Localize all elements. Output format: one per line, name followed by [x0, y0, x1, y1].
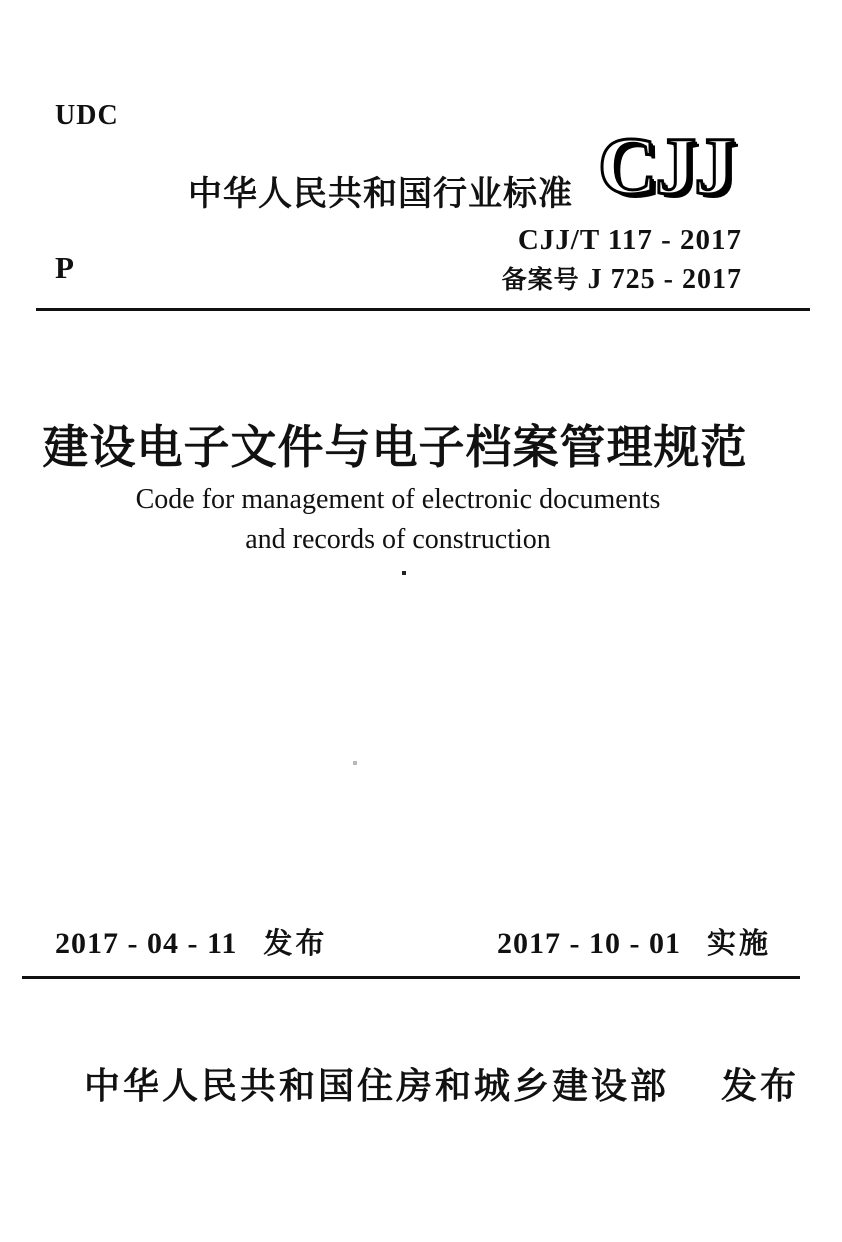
issue-label: 发布: [263, 928, 328, 960]
issue-date-group: [55, 921, 327, 962]
implement-date-group: [497, 921, 771, 962]
implement-date: 2017 - 10 - 01: [497, 927, 681, 960]
issue-date: 2017 - 04 - 11: [55, 927, 238, 960]
page-title-english-line1: Code for management of electronic documents: [135, 484, 661, 515]
page-title-english-line2: and records of construction: [245, 524, 551, 555]
bottom-divider-rule: [22, 976, 800, 979]
udc-label: UDC: [55, 100, 119, 131]
scan-speck-dot: [353, 761, 357, 765]
page-title-chinese: 建设电子文件与电子档案管理规范: [42, 422, 748, 473]
top-divider-rule: [36, 308, 810, 311]
record-number: J 725 - 2017: [587, 264, 742, 295]
implement-label: 实施: [706, 928, 771, 960]
record-number-row: [502, 260, 742, 296]
publisher-name: 中华人民共和国住房和城乡建设部: [84, 1065, 670, 1106]
standard-number: CJJ/T 117 - 2017: [517, 224, 742, 256]
publisher-action: 发布: [721, 1065, 800, 1106]
separator-dot: [402, 571, 406, 575]
classification-code: P: [55, 250, 74, 285]
publisher-row: [84, 1058, 799, 1109]
standard-category-heading: 中华人民共和国行业标准: [188, 175, 573, 213]
cjj-logo: CJJ: [598, 120, 734, 211]
record-label: 备案号: [501, 266, 580, 294]
